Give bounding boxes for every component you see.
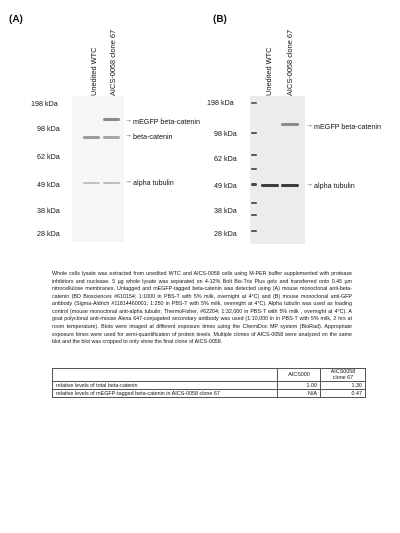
panel-b-marker-198: 198 kDa (207, 98, 234, 107)
panel-a-marker-28: 28 kDa (37, 229, 60, 238)
panel-b-lane-1-label: Unedited WTC (264, 47, 273, 96)
panel-a-lane-1-label: Unedited WTC (89, 47, 98, 96)
panel-b-band-tubulin-lane2 (281, 184, 299, 187)
panel-a-marker-198: 198 kDa (31, 99, 58, 108)
panel-b-ladder-band-7 (251, 214, 257, 216)
panel-a-label-mEGFP: mEGFP beta-catenin (133, 117, 200, 126)
panel-a-label: (A) (9, 14, 23, 25)
figure-caption: Whole cells lysate was extracted from unedited WTC and AICS-0058 cells using M-PER buffer supplemented with protease inhibitors and nuclease. 5 µg whole lysate was separated on 4-12% Bolt Bis-Tris Plus gels and transferred onto 0.45 µm nitrocellulose membranes. Untagged and mEGFP-tagged beta-catenin was detected using (A) mouse monoclonal anti-beta-catenin (BD Biosciences #610154; 1:1000 in PBS-T with 5% milk, overnight at 4°C) and (B) mouse monoclonal anti-GFP antibody (Sigma-Aldrich #11814460001; 1:250 in PBS-T with 5% milk, overnight at 4°C). Alpha tubulin was used as loading control (mouse monoclonal anti-alpha tubulin; ThermoFisher, #62204; 1:32,000 in PBS-T with 5% milk , overnight at 4°C). A goat polyclonal anti-mouse Alexa 647-conjugated secondary antibody was used (1:10,000 in in PBS-T with 5% milk, 2 hrs at room temperature). Blots were imaged at different exposure times using the ChemiDoc MP system (BioRad). Appropriate exposure times were used for semi-quantification of protein levels. Multiple clones of AICS-0058 were analyzed on the same blot and the blot was cropped to only show the final clone of AICS-0058. (52, 271, 352, 346)
panel-b-arrow-mEGFP: → (306, 122, 313, 129)
panel-a-band-tubulin-lane2 (103, 182, 120, 184)
table-header-row (53, 369, 366, 382)
panel-b-band-mEGFP (281, 123, 299, 126)
panel-b-ladder-band-1 (251, 102, 257, 104)
panel-a-blot (72, 96, 124, 242)
table-header-cell (53, 369, 278, 382)
panel-b-marker-98: 98 kDa (214, 129, 237, 138)
panel-a-band-tubulin-lane1 (83, 182, 100, 184)
panel-a-marker-49: 49 kDa (37, 180, 60, 189)
quantification-table (52, 368, 366, 398)
table-cell: N/A (278, 390, 321, 398)
table-cell: 1.00 (278, 382, 321, 390)
panel-a-arrow-betacat: → (125, 132, 132, 139)
panel-a-arrow-mEGFP: → (125, 117, 132, 124)
table-row-label: relative levels of total beta-catenin (53, 382, 278, 390)
panel-b-ladder-band-6 (251, 202, 257, 204)
panel-b-marker-38: 38 kDa (214, 206, 237, 215)
table-row-label: relative levels of mEGFP-tagged beta-catenin in AICS-0058 clone 67 (53, 390, 278, 398)
table-row (53, 382, 366, 390)
table-header-cell: AICS000 (278, 369, 321, 382)
panel-a-lane-2-label: AICS-0058 clone 67 (108, 29, 117, 96)
panel-b-label: (B) (213, 14, 227, 25)
panel-b-ladder-band-4 (251, 168, 257, 170)
panel-a-band-betacat-lane2 (103, 136, 120, 139)
table-cell: 1.30 (321, 382, 366, 390)
panel-b-band-tubulin-lane1 (261, 184, 279, 187)
panel-a-arrow-tubulin: → (125, 178, 132, 185)
panel-b-arrow-tubulin: → (306, 181, 313, 188)
table-cell: 0.47 (321, 390, 366, 398)
panel-b-lane-2-label: AICS-0058 clone 67 (285, 29, 294, 96)
panel-b-label-tubulin: alpha tubulin (314, 181, 355, 190)
panel-b-ladder-band-8 (251, 230, 257, 232)
panel-b-marker-62: 62 kDa (214, 154, 237, 163)
panel-a-label-betacat: beta-catenin (133, 132, 173, 141)
panel-b-ladder-band-5 (251, 183, 257, 186)
table-header-cell: AICS0058 clone 67 (321, 369, 366, 382)
panel-a-marker-38: 38 kDa (37, 206, 60, 215)
panel-b-ladder-band-3 (251, 154, 257, 156)
panel-a-label-tubulin: alpha tubulin (133, 178, 174, 187)
table-row (53, 390, 366, 398)
panel-b-label-mEGFP: mEGFP beta-catenin (314, 122, 381, 131)
panel-b-blot (250, 96, 305, 244)
panel-b-ladder-band-2 (251, 132, 257, 134)
panel-a-marker-98: 98 kDa (37, 124, 60, 133)
panel-a-band-mEGFP (103, 118, 120, 121)
panel-a-marker-62: 62 kDa (37, 152, 60, 161)
panel-a-band-betacat-lane1 (83, 136, 100, 139)
panel-b-marker-28: 28 kDa (214, 229, 237, 238)
panel-b-marker-49: 49 kDa (214, 181, 237, 190)
